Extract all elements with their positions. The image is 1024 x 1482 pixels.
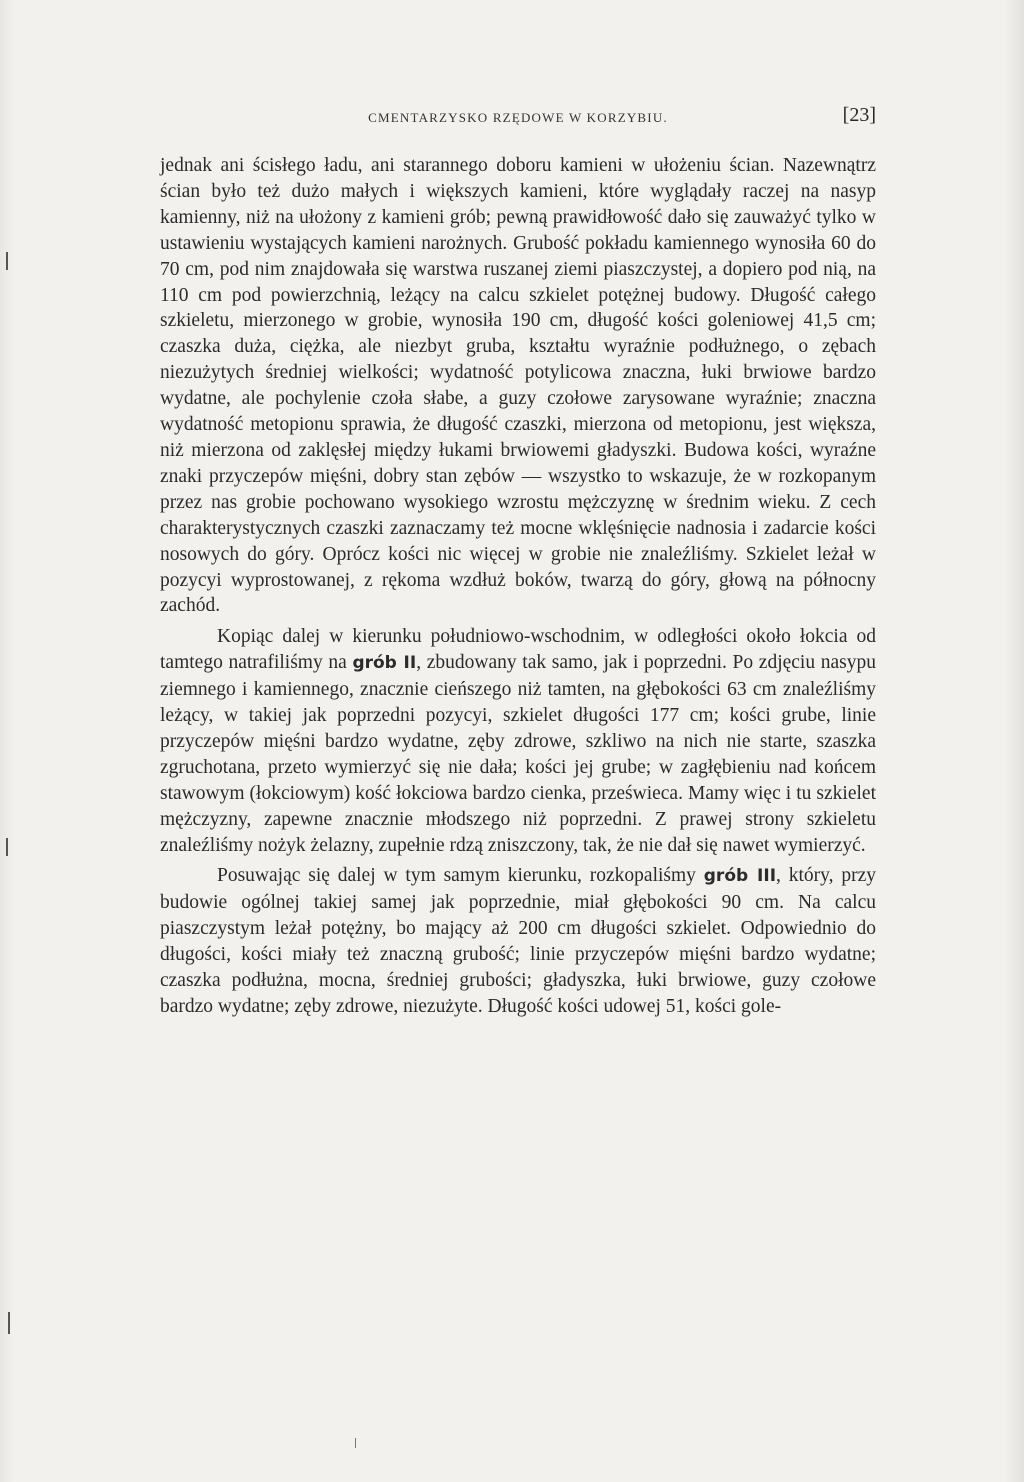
paragraph-2 xyxy=(160,624,876,858)
margin-mark-middle xyxy=(6,838,8,856)
paragraph-2-rest: , zbudowany tak samo, jak i poprzedni. Po zdjęciu nasypu ziemnego i kamiennego, znacznie cieńszego niż tamten, na głębokości 63 cm znaleźliśmy leżący, w takiej jak poprzedni pozycyi, szkielet długości 177 cm; kości grube, linie przyczepów mięśni bardzo wydatne, zęby zdrowe, szkliwo na nich nie starte, szaszka zgruchotana, przeto wymierzyć się nie dała; kości jej grube; w zagłębieniu nad końcem stawowym (łokciowym) kość łokciowa bardzo cienka, prześwieca. Mamy więc i tu szkielet mężczyzny, zapewne znacznie młodszego niż poprzedni. Z prawej strony szkieletu znaleźliśmy nożyk żelazny, zupełnie rdzą zniszczony, tak, że nie dał się nawet wymierzyć. xyxy=(160,652,876,856)
paragraph-3-start: Posuwając się dalej w tym samym kierunku, rozkopaliśmy xyxy=(217,865,704,887)
body-text xyxy=(160,153,876,1020)
margin-mark-lower xyxy=(8,1312,10,1334)
margin-mark-upper xyxy=(6,252,8,270)
running-title: CMENTARZYSKO RZĘDOWE W KORZYBIU. xyxy=(368,110,668,125)
grave-2-label: grób II xyxy=(352,653,417,674)
bottom-speck xyxy=(355,1438,356,1448)
page-number: [23] xyxy=(842,104,876,126)
paragraph-3 xyxy=(160,863,876,1019)
running-head xyxy=(160,104,876,134)
paragraph-1: jednak ani ścisłego ładu, ani starannego doboru kamieni w ułożeniu ścian. Nazewnątrz ścian było też dużo małych i większych kamieni, które wyglądały raczej na nasyp kamienny, niż na ułożony z kamieni grób; pewną prawidłowość dało się zauważyć tylko w ustawieniu wystających kamieni narożnych. Grubość pokładu kamiennego wynosiła 60 do 70 cm, pod nim znajdowała się warstwa ruszanej ziemi piaszczystej, a dopiero pod nią, na 110 cm pod powierzchnią, leżący na calcu szkielet potężnej budowy. Długość całego szkieletu, mierzonego w grobie, wynosiła 190 cm, długość kości goleniowej 41,5 cm; czaszka duża, ciężka, ale niezbyt gruba, kształtu wyraźnie podłużnego, o zębach niezużytych średniej wielkości; wydatność potylicowa znaczna, łuki brwiowe bardzo wydatne, ale pochylenie czoła słabe, a guzy czołowe zarysowane wyraźnie; znaczna wydatność metopionu sprawia, że długość czaszki, mierzona od metopionu, jest większa, niż mierzona od zaklęsłej między łukami brwiowemi gładyszki. Budowa kości, wyraźne znaki przyczepów mięśni, dobry stan zębów — wszystko to wskazuje, że w rozkopanym przez nas grobie pochowano wysokiego wzrostu mężczyznę w średnim wieku. Z cech charakterystycznych czaszki zaznaczamy też mocne wklęśnięcie nadnosia i zadarcie kości nosowych do góry. Oprócz kości nic więcej w grobie nie znaleźliśmy. Szkielet leżał w pozycyi wyprostowanej, z rękoma wzdłuż boków, twarzą do góry, głową na północny zachód. xyxy=(160,155,876,617)
paragraph-3-rest: , który, przy budowie ogólnej takiej samej jak poprzednie, miał głębokości 90 cm. Na calcu piaszczystym leżał potężny, bo mający aż 200 cm długości szkielet. Odpowiednio do długości, kości miały też znaczną grubość; linie przyczepów mięśni bardzo wydatne; czaszka podłużna, mocna, średniej grubości; gładyszka, łuki brwiowe, guzy czołowe bardzo wydatne; zęby zdrowe, niezużyte. Długość kości udowej 51, kości gole- xyxy=(160,865,877,1017)
paragraph-2-start: Kopiąc dalej w kierunku południowo-wschodnim, w odległości około łokcia od tamtego natrafiliśmy na xyxy=(160,626,876,674)
grave-3-label: grób III xyxy=(703,866,777,887)
